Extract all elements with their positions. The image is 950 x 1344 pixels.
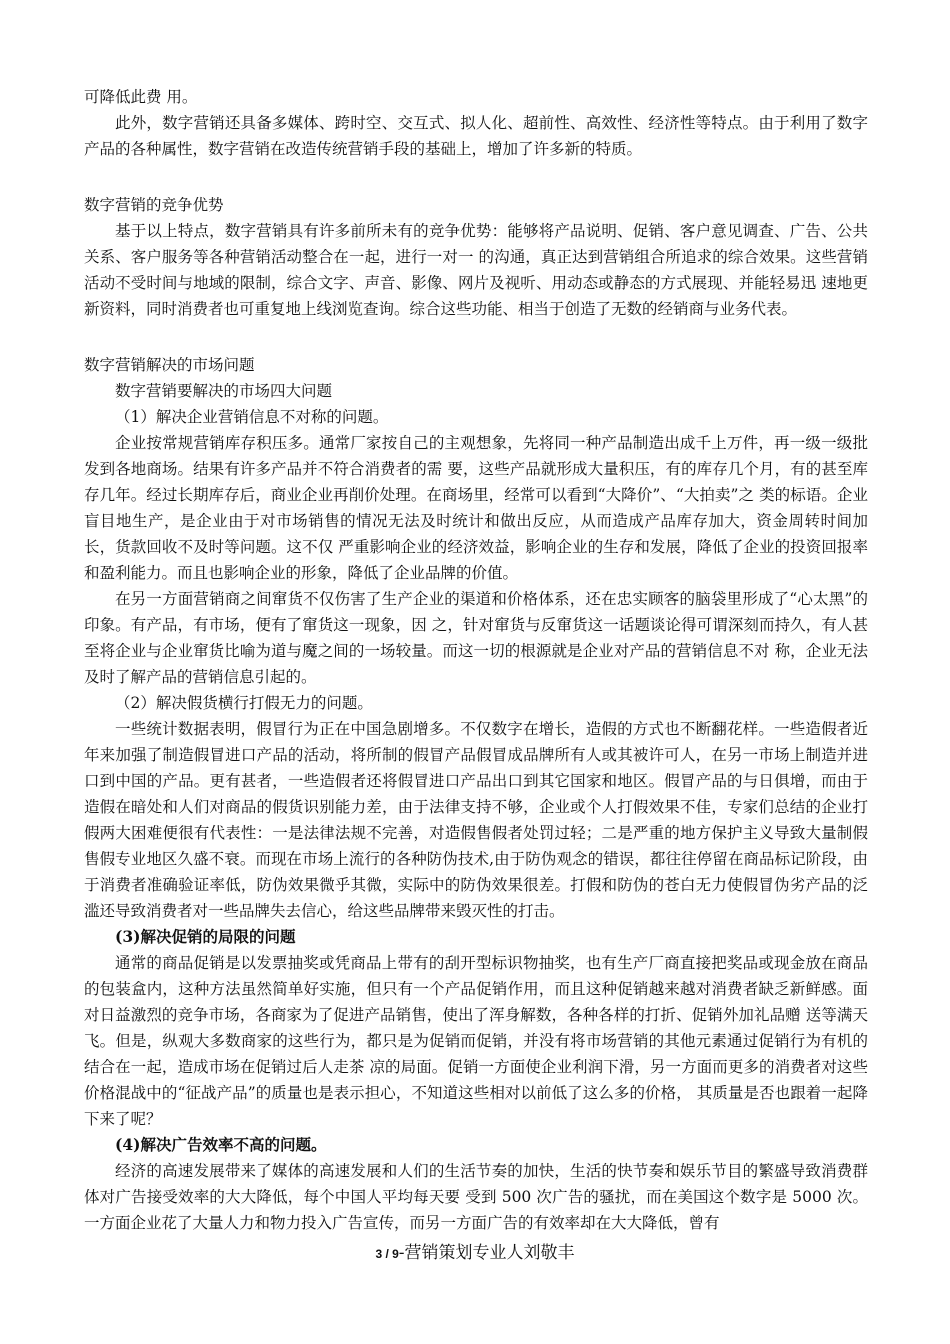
- paragraph-continuation: 可降低此费 用。: [84, 88, 198, 106]
- subsection-2-heading: （2）解决假货横行打假无力的问题。: [115, 694, 373, 712]
- paragraph-promotion: 通常的商品促销是以发票抽奖或凭商品上带有的刮开型标识物抽奖，也有生产厂商直接把奖品或现金放在商品的包装盒内，这种方法虽然简单好实施，但只有一个产品促销作用，而且这种促销越来越对消费者缺乏新鲜感。面对日益激烈的竞争市场，各商家为了促进产品销售，使出了浑身解数，各种各样的打折、促销外加礼品赠 送等满天飞。但是，纵观大多数商家的这些行为，都只是为促销而促销，并没有将市场营销的其他元素通过促销行为有机的结合在一起，造成市场在促销过后人走茶 凉的局面。促销一方面使企业利润下滑，另一方面而更多的消费者对这些价格混战中的“征战产品”的质量也是表示担心，不知道这些相对以前低了这么多的价格， 其质量是否也跟着一起降下来了呢？: [84, 954, 868, 1128]
- subheading-four-problems: 数字营销要解决的市场四大问题: [115, 382, 333, 400]
- paragraph-advantages: 基于以上特点，数字营销具有许多前所未有的竞争优势：能够将产品说明、促销、客户意见调查、广告、公共关系、客户服务等各种营销活动整合在一起，进行一对一 的沟通，真正达到营销组合所追求的综合效果。这些营销活动不受时间与地域的限制，综合文字、声音、影像、网片及视听、用动态或静态的方式展现、并能轻易迅 速地更新资料，同时消费者也可重复地上线浏览查询。综合这些功能、相当于创造了无数的经销商与业务代表。: [84, 222, 868, 318]
- page-footer: [0, 1238, 950, 1263]
- page-number: 3 / 9: [375, 1247, 399, 1261]
- paragraph-advertising: 经济的高速发展带来了媒体的高速发展和人们的生活节奏的加快，生活的快节奏和娱乐节目的繁盛导致消费群体对广告接受效率的大大降低，每个中国人平均每天要 受到 500 次广告的骚扰，而在美国这个数字是 5000 次。一方面企业花了大量人力和物力投入广告宣传，而另一方面广告的有效率却在大大降低，曾有: [84, 1162, 868, 1232]
- footer-text: -营销策划专业人刘敬丰: [398, 1243, 575, 1263]
- paragraph-channel-conflict: 在另一方面营销商之间窜货不仅伤害了生产企业的渠道和价格体系，还在忠实顾客的脑袋里形成了“心太黑”的印象。有产品，有市场，便有了窜货这一现象，因 之，针对窜货与反窜货这一话题谈论得可谓深刻而持久，有人甚至将企业与企业窜货比喻为道与魔之间的一场较量。而这一切的根源就是企业对产品的营销信息不对 称，企业无法及时了解产品的营销信息引起的。: [84, 590, 868, 686]
- paragraph-counterfeit: 一些统计数据表明，假冒行为正在中国急剧增多。不仅数字在增长，造假的方式也不断翻花样。一些造假者近年来加强了制造假冒进口产品的活动，将所制的假冒产品假冒成品牌所有人或其被许可人，在另一市场上制造并进口到中国的产品。更有甚者，一些造假者还将假冒进口产品出口到其它国家和地区。假冒产品的与日俱增，而由于造假在暗处和人们对商品的假货识别能力差，由于法律支持不够，企业或个人打假效果不佳，专家们总结的企业打假两大困难便很有代表性：一是法律法规不完善，对造假售假者处罚过轻；二是严重的地方保护主义导致大量制假售假专业地区久盛不衰。而现在市场上流行的各种防伪技术,由于防伪观念的错误，都往往停留在商品标记阶段，由于消费者准确验证率低，防伪效果微乎其微，实际中的防伪效果很差。打假和防伪的苍白无力使假冒伪劣产品的泛滥还导致消费者对一些品牌失去信心，给这些品牌带来毁灭性的打击。: [84, 720, 868, 920]
- subsection-1-heading: （1）解决企业营销信息不对称的问题。: [115, 408, 389, 426]
- section-heading-advantages: 数字营销的竞争优势: [84, 196, 224, 214]
- subsection-4-heading: (4)解决广告效率不高的问题。: [115, 1135, 327, 1154]
- document-body: [84, 84, 868, 1236]
- section-heading-market-problems: 数字营销解决的市场问题: [84, 356, 255, 374]
- paragraph-inventory: 企业按常规营销库存积压多。通常厂家按自己的主观想象，先将同一种产品制造出成千上万件，再一级一级批发到各地商场。结果有许多产品并不符合消费者的需 要，这些产品就形成大量积压，有的库存几个月，有的甚至库存几年。经过长期库存后，商业企业再削价处理。在商场里，经常可以看到“大降价”、“大拍卖”之 类的标语。企业盲目地生产，是企业由于对市场销售的情况无法及时统计和做出反应，从而造成产品库存加大，资金周转时间加长，货款回收不及时等问题。这不仅 严重影响企业的经济效益，影响企业的生存和发展，降低了企业的投资回报率和盈利能力。而且也影响企业的形象，降低了企业品牌的价值。: [84, 434, 868, 582]
- paragraph-features: 此外，数字营销还具备多媒体、跨时空、交互式、拟人化、超前性、高效性、经济性等特点。由于利用了数字产品的各种属性，数字营销在改造传统营销手段的基础上，增加了许多新的特质。: [84, 114, 868, 158]
- subsection-3-heading: (3)解决促销的局限的问题: [115, 927, 296, 946]
